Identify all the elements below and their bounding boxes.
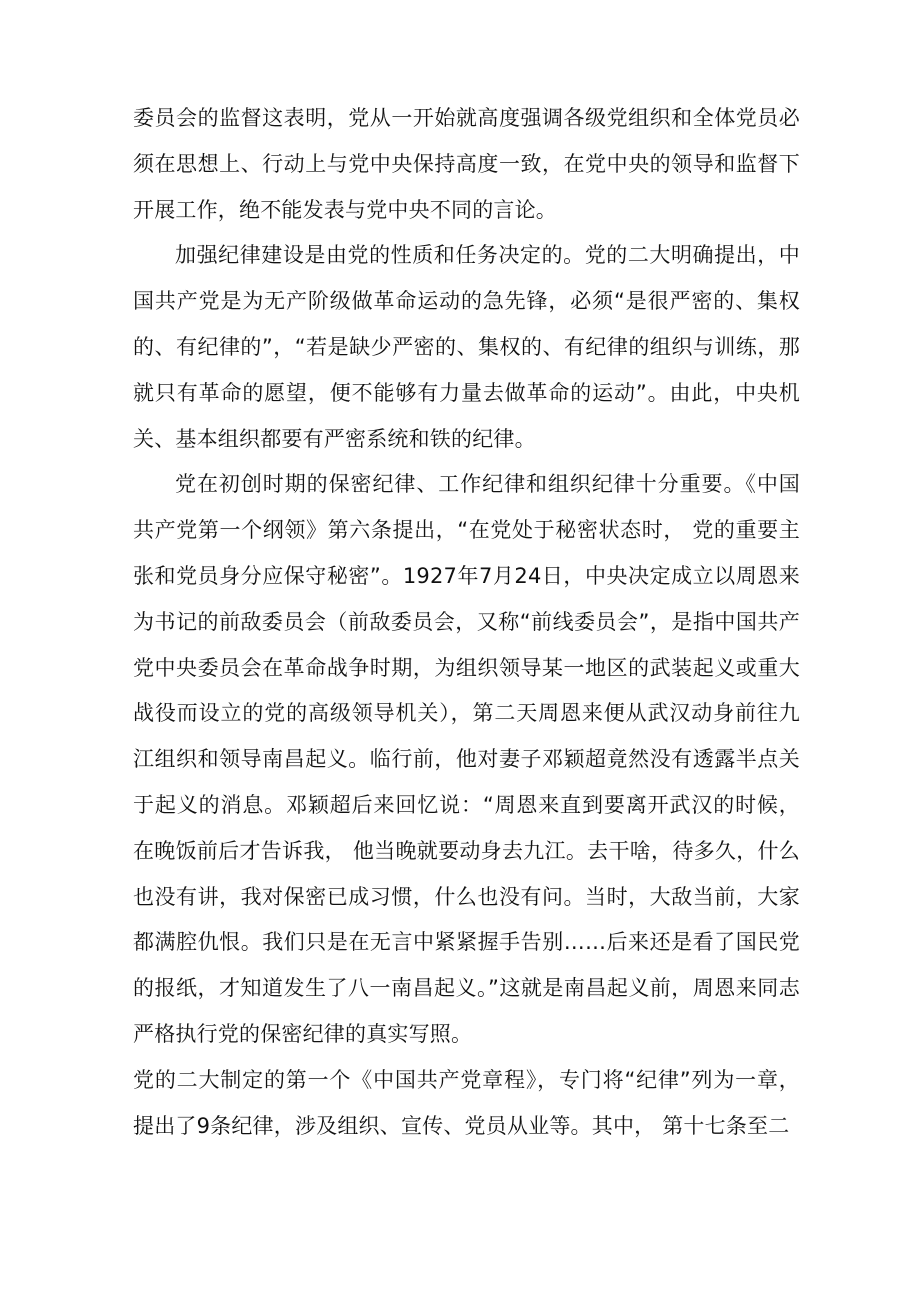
document-body bbox=[133, 96, 800, 1149]
paragraph-3: 党在初创时期的保密纪律、工作纪律和组织纪律十分重要。《中国共产党第一个纲领》第六条提出，“在党处于秘密状态时， 党的重要主张和党员身分应保守秘密”。1927年7月24日，中央决定成立以周恩来为书记的前敌委员会（前敌委员会，又称“前线委员会”，是指中国共产党中央委员会在革命战争时期，为组织领导某一地区的武装起义或重大战役而设立的党的高级领导机关），第二天周恩来便从武汉动身前往九江组织和领导南昌起义。临行前，他对妻子邓颖超竟然没有透露半点关于起义的消息。邓颖超后来回忆说：“周恩来直到要离开武汉的时候， 在晚饭前后才告诉我， 他当晚就要动身去九江。去干啥，待多久，什么也没有讲，我对保密已成习惯，什么也没有问。当时，大敌当前，大家都满腔仇恨。我们只是在无言中紧紧握手告别……后来还是看了国民党的报纸，才知道发生了八一南昌起义。”这就是南昌起义前，周恩来同志严格执行党的保密纪律的真实写照。 bbox=[133, 472, 800, 1046]
paragraph-1: 委员会的监督这表明，党从一开始就高度强调各级党组织和全体党员必须在思想上、行动上与党中央保持高度一致，在党中央的领导和监督下开展工作，绝不能发表与党中央不同的言论。 bbox=[133, 106, 800, 222]
paragraph-2: 加强纪律建设是由党的性质和任务决定的。党的二大明确提出，中国共产党是为无产阶级做革命运动的急先锋，必须“是很严密的、集权的、有纪律的”，“若是缺少严密的、集权的、有纪律的组织与训练，那就只有革命的愿望，便不能够有力量去做革命的运动”。由此，中央机关、基本组织都要有严密系统和铁的纪律。 bbox=[133, 243, 800, 451]
paragraph-4: 党的二大制定的第一个《中国共产党章程》，专门将“纪律”列为一章，提出了9条纪律，涉及组织、宣传、党员从业等。其中， 第十七条至二 bbox=[133, 1067, 800, 1138]
